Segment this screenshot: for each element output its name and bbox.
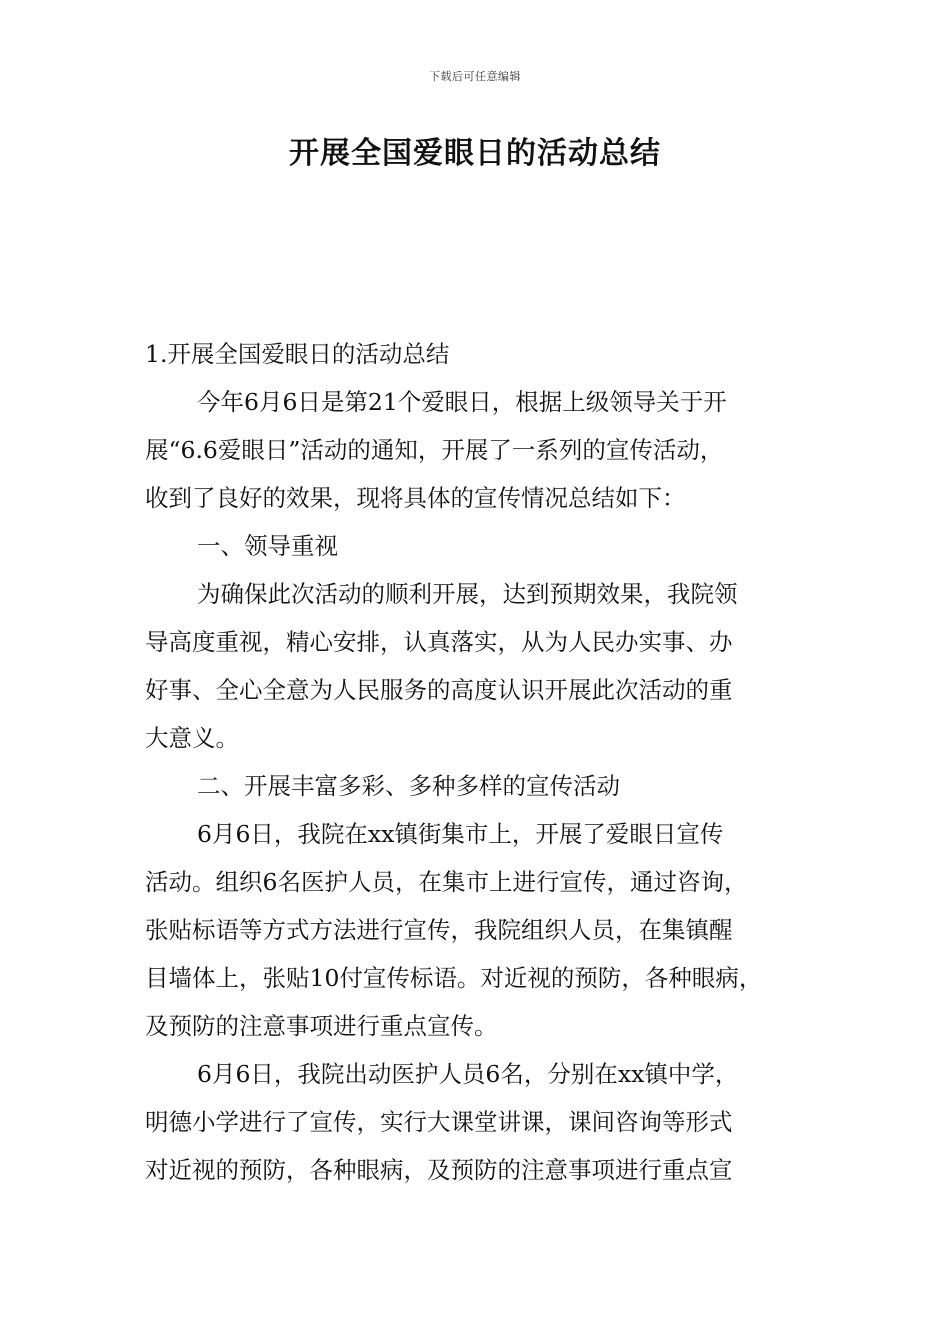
text-line: 大意义。 — [145, 724, 239, 752]
text-line: 导高度重视，精心安排，认真落实，从为人民办实事、办 — [145, 628, 733, 656]
text-line: 明德小学进行了宣传，实行大课堂讲课，课间咨询等形式 — [145, 1108, 733, 1136]
text-line: 为确保此次活动的顺利开展，达到预期效果，我院领 — [197, 580, 738, 608]
section-heading: 二、开展丰富多彩、多种多样的宣传活动 — [197, 772, 620, 800]
document-title: 开展全国爱眼日的活动总结 — [289, 136, 661, 171]
section-heading: 一、领导重视 — [197, 532, 338, 560]
text-line: 展“6.6爱眼日”活动的通知，开展了一系列的宣传活动， — [145, 436, 724, 464]
text-line: 好事、全心全意为人民服务的高度认识开展此次活动的重 — [145, 676, 733, 704]
header-note: 下载后可任意编辑 — [429, 70, 521, 83]
text-line: 张贴标语等方式方法进行宣传，我院组织人员，在集镇醒 — [145, 916, 733, 944]
text-line: 对近视的预防，各种眼病，及预防的注意事项进行重点宣 — [145, 1156, 733, 1184]
text-line: 目墙体上，张贴10付宣传标语。对近视的预防，各种眼病， — [145, 964, 763, 992]
text-line: 收到了良好的效果，现将具体的宣传情况总结如下： — [145, 484, 686, 512]
text-line: 6月6日，我院在xx镇街集市上，开展了爱眼日宣传 — [197, 820, 724, 848]
document-body — [145, 330, 815, 1194]
text-line: 今年6月6日是第21个爱眼日，根据上级领导关于开 — [197, 388, 727, 416]
text-line: 1.开展全国爱眼日的活动总结 — [145, 340, 450, 368]
text-line: 活动。组织6名医护人员，在集市上进行宣传，通过咨询， — [145, 868, 748, 896]
text-line: 及预防的注意事项进行重点宣传。 — [145, 1012, 498, 1040]
text-line: 6月6日，我院出动医护人员6名，分别在xx镇中学， — [197, 1060, 739, 1088]
